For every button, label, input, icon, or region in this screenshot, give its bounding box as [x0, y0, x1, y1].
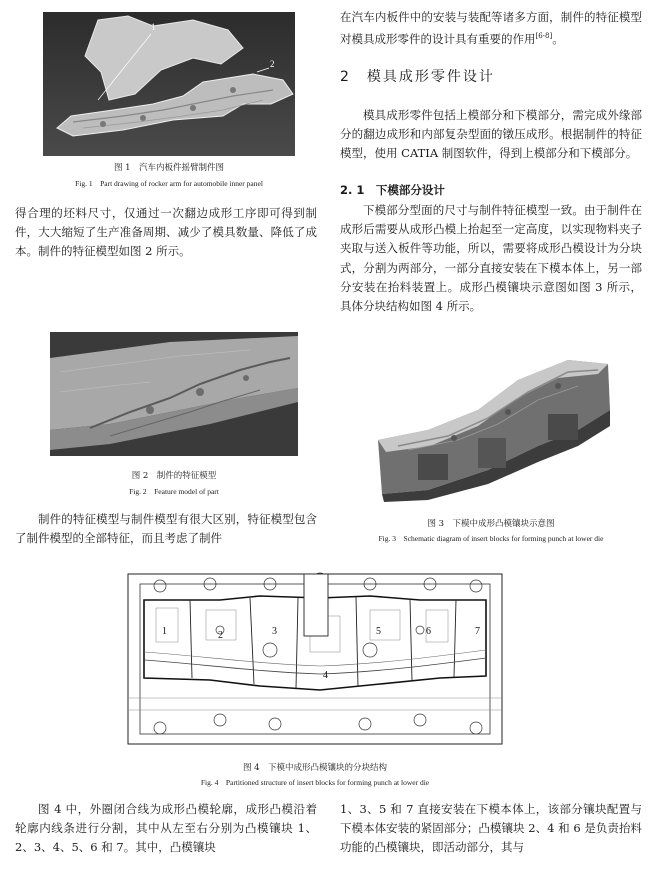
right-paragraph-1: [340, 106, 642, 164]
fig2-caption-en: Fig. 2 Feature model of part: [129, 487, 219, 496]
fig3-caption-cn: 图 3 下模中成形凸模镶块示意图: [427, 519, 555, 529]
bottom-left-paragraph-text: 图 4 中，外圈闭合线为成形凸模轮廓，成形凸模沿着轮廓内线条进行分割，其中从左至右分别为凸模镶块 1、2、3、4、5、6 和 7。其中，凸模镶块: [15, 802, 317, 855]
fig4-block-label-4: 4: [323, 670, 328, 681]
right-paragraph-2: [340, 201, 642, 316]
left-paragraph-2-text: 制件的特征模型与制件模型有很大区别，特征模型包含了制件模型的全部特征，而且考虑了制件: [15, 512, 317, 546]
fig2-caption-cn: 图 2 制件的特征模型: [131, 471, 217, 481]
right-paragraph-2-text: 下模部分型面的尺寸与制件特征模型一致。由于制件在成形后需要从成形凸模上抬起至一定高度，以实现物料夹子夹取与送入板件等功能，所以，需要将成形凸模设计为分块式，分割为两部分，一部分直接安装在下模本体上，另一部分安装在抬料装置上。成形凸模镶块示意图如图 3 所示，具体分块结构如图 4 所示。: [340, 203, 642, 314]
right-paragraph-1-text: 模具成形零件包括上模部分和下模部分，需完成外缘部分的翻边成形和内部复杂型面的镦压成形。根据制件的特征模型，使用 CATIA 制图软件，得到上模部分和下模部分。: [340, 108, 642, 161]
section-2-heading: 2 模具成形零件设计: [340, 69, 495, 85]
figure-2: [50, 332, 298, 456]
left-paragraph-1-text: 得合理的坯料尺寸，仅通过一次翻边成形工序即可得到制件，大大缩短了生产准备周期、减少了模具数量、降低了成本。制件的特征模型如图 2 所示。: [15, 206, 317, 259]
section-2-1-heading: 2. 1 下模部分设计: [340, 183, 445, 197]
citation-ref: [6-8]: [535, 32, 553, 41]
bottom-right-paragraph-text: 1、3、5 和 7 直接安装在下模本体上，该部分镶块配置与下模本体安装的紧固部分；凸模镶块 2、4 和 6 是负责抬料功能的凸模镶块，即活动部分，其与: [340, 802, 642, 855]
bottom-right-paragraph: [340, 800, 642, 858]
right-paragraph-0-end: 。: [552, 32, 564, 47]
fig1-label-1: 1: [151, 22, 156, 32]
right-paragraph-0: [340, 8, 642, 49]
fig3-caption-en: Fig. 3 Schematic diagram of insert blocks for forming punch at lower die: [378, 534, 604, 543]
fig4-block-label-3: 3: [272, 626, 277, 637]
fig4-block-label-1: 1: [162, 626, 167, 637]
figure-1: [43, 12, 295, 156]
fig4-block-label-6: 6: [426, 626, 431, 637]
right-paragraph-0-text: 在汽车内板件中的安装与装配等诸多方面，制件的特征模型对模具成形零件的设计具有重要的作用: [340, 10, 642, 47]
fig4-block-label-2: 2: [218, 630, 223, 641]
left-paragraph-1: [15, 204, 317, 262]
fig4-block-label-5: 5: [376, 626, 381, 637]
fig1-caption-cn: 图 1 汽车内板件摇臂制件图: [113, 163, 225, 173]
fig1-label-2: 2: [270, 59, 275, 69]
fig4-caption-en: Fig. 4 Partitioned structure of insert blocks for forming punch at lower die: [200, 778, 430, 787]
fig4-block-label-7: 7: [475, 626, 480, 637]
fig4-caption-cn: 图 4 下模中成形凸模镶块的分块结构: [242, 763, 388, 773]
fig1-caption-en: Fig. 1 Part drawing of rocker arm for automobile inner panel: [75, 179, 263, 188]
left-paragraph-2: [15, 510, 317, 548]
figure-4: [120, 560, 510, 754]
bottom-left-paragraph: [15, 800, 317, 858]
figure-3: [358, 350, 624, 502]
